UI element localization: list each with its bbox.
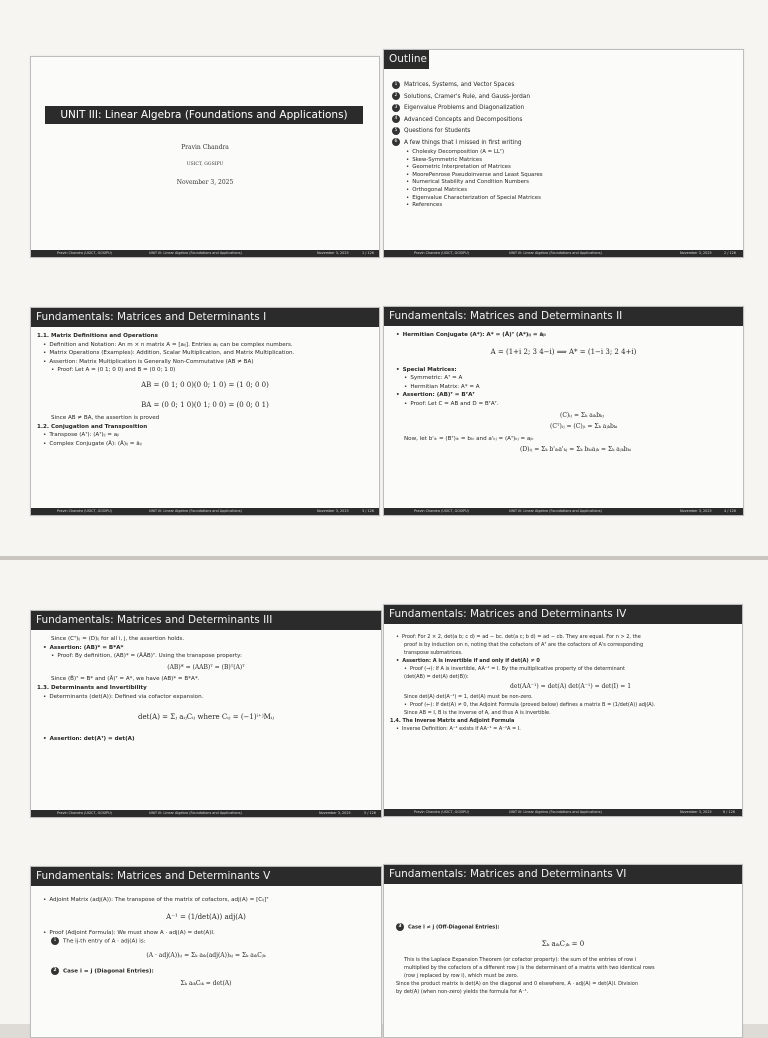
outline-subsection-item[interactable]: • References — [392, 202, 737, 210]
footer-date: November 3, 2025 — [680, 251, 712, 255]
outline-list — [392, 80, 737, 248]
text-line: Now, let b'ᵢₖ = (Bᵀ)ᵢₖ = bₖᵢ and a'ₖⱼ = (Aᵀ)ₖⱼ = aⱼₖ — [404, 435, 534, 442]
equation: (Cᵀ)ᵢⱼ = (C)ⱼᵢ = Σₖ aⱼₖbₖᵢ — [550, 423, 618, 431]
footer-page: 6 / 126 — [723, 810, 735, 814]
footer-page: 1 / 126 — [362, 251, 374, 255]
bullet-line: • Inverse Definition: A⁻¹ exists if AA⁻¹ = A⁻¹A = I. — [390, 725, 736, 733]
outline-subsection-item[interactable]: • Skew-Symmetric Matrices — [392, 157, 737, 165]
slide-footer — [384, 508, 743, 515]
footer-page: 2 / 126 — [724, 251, 736, 255]
outline-section-item[interactable] — [392, 138, 737, 150]
author: Pravin Chandra — [181, 144, 229, 151]
bullet-line: • Determinants (det(A)): Defined via cofactor expansion. — [37, 693, 375, 702]
proof-line: • Proof: Let A = (0 1; 0 0) and B = (0 0; 1 0) — [37, 366, 373, 375]
slide-outline — [383, 49, 744, 258]
slide-heading: Outline — [384, 50, 429, 69]
section-number-icon: 6 — [392, 138, 400, 146]
slide-footer — [31, 250, 379, 257]
outline-section-item[interactable] — [392, 103, 737, 115]
footer-page: 5 / 126 — [364, 811, 376, 815]
proof-line: • Proof: Let C = AB and D = BᵀAᵀ. — [390, 400, 737, 409]
slide-body — [37, 891, 375, 1037]
slide-5 — [30, 610, 382, 818]
text-line: Since (Cᵀ)ᵢⱼ = (D)ᵢⱼ for all i, j, the assertion holds. — [51, 636, 185, 642]
text-line: Since det(A) det(A⁻¹) = 1, det(A) must be non-zero. — [404, 694, 533, 700]
outline-section-label: Advanced Concepts and Decompositions — [404, 116, 523, 123]
bullet-line: • Assertion: A is invertible if and only if det(A) ≠ 0 — [390, 657, 736, 665]
section-number-icon: 5 — [392, 127, 400, 135]
text-line: (row j replaced by row i), which must be zero. — [404, 972, 519, 979]
proof-line: • Proof (⇐): If det(A) ≠ 0, the Adjoint Formula (proved below) defines a matrix B = (1/det(A)) adj(A). — [390, 701, 736, 709]
text-line: Since the product matrix is det(A) on the diagonal and 0 elsewhere, A · adj(A) = det(A)I. Division — [396, 980, 638, 987]
outline-subsection-item[interactable]: • Geometric Interpretation of Matrices — [392, 164, 737, 172]
proof-line: • Proof: For 2 × 2, det(a b; c d) = ad − bc. det(a c; b d) = ad − cb. They are equal. For n > 2, the — [390, 633, 736, 641]
section-heading: 1.2. Conjugation and Transposition — [37, 423, 148, 430]
bullet-line: • Transpose (Aᵀ): (Aᵀ)ᵢⱼ = aⱼᵢ — [37, 431, 373, 440]
bullet-line: • Matrix Operations (Examples): Addition, Scalar Multiplication, and Matrix Multiplication. — [37, 349, 373, 358]
slide-heading: Fundamentals: Matrices and Determinants III — [31, 611, 381, 630]
text-line: by det(A) (when non-zero) yields the formula for A⁻¹. — [396, 988, 529, 995]
outline-section-label: Eigenvalue Problems and Diagonalization — [404, 105, 525, 111]
outline-section-label: A few things that I missed in first writing — [404, 139, 522, 146]
bullet-line: • Hermitian Matrix: A* = A — [390, 383, 737, 392]
text-line: proof is by induction on n, noting that the cofactors of Aᵀ are the cofactors of A's corresponding — [404, 642, 644, 648]
outline-section-item[interactable] — [392, 80, 737, 92]
slide-body — [37, 332, 373, 506]
outline-section-item[interactable] — [392, 92, 737, 104]
outline-section-item[interactable] — [392, 115, 737, 127]
slide-heading: Fundamentals: Matrices and Determinants V — [31, 867, 381, 886]
section-heading: 1.4. The Inverse Matrix and Adjoint Formula — [390, 718, 515, 724]
text-line — [37, 937, 375, 946]
bullet-line: • Assertion: (AB)* = B*A* — [37, 644, 375, 653]
section-heading: 1.1. Matrix Definitions and Operations — [37, 333, 158, 339]
equation: Σₖ aᵢₖCⱼₖ = 0 — [541, 939, 585, 948]
equation: A⁻¹ = (1/det(A)) adj(A) — [166, 912, 246, 921]
section-number-icon: 2 — [392, 92, 400, 100]
section-number-icon: 3 — [392, 104, 400, 112]
footer-author: Pravin Chandra (USICT, GGSIPU) — [57, 251, 112, 255]
text-line: Since AB ≠ BA, the assertion is proved — [51, 414, 160, 421]
item-number-icon: 3 — [396, 923, 404, 931]
footer-date: November 3, 2025 — [317, 509, 349, 513]
bullet-line: • Symmetric: Aᵀ = A — [390, 374, 737, 383]
outline-subsection-item[interactable]: • MoorePenrose Pseudoinverse and Least Squares — [392, 172, 737, 180]
proof-line: • Proof (⇒): If A is invertible, AA⁻¹ = I. By the multiplicative property of the determinant — [390, 665, 736, 673]
slide-8 — [383, 864, 743, 1038]
footer-date: November 3, 2025 — [319, 811, 351, 815]
slide-heading: Fundamentals: Matrices and Determinants II — [384, 307, 743, 326]
footer-author: Pravin Chandra (USICT, GGSIPU) — [57, 811, 112, 815]
outline-subsection-item[interactable]: • Eigenvalue Characterization of Special Matrices — [392, 195, 737, 203]
text-line: This is the Laplace Expansion Theorem (or cofactor property): the sum of the entries of row i — [404, 956, 637, 963]
text-line: The ij-th entry of A · adj(A) is: — [63, 938, 146, 945]
footer-author: Pravin Chandra (USICT, GGSIPU) — [414, 509, 469, 513]
bullet-line: • Special Matrices: — [390, 366, 737, 375]
outline-subsection-item[interactable]: • Numerical Stability and Condition Numbers — [392, 179, 737, 187]
outline-section-label: Solutions, Cramer's Rule, and Gauss-Jordan — [404, 93, 531, 100]
equation: det(A) = Σⱼ aᵢⱼCᵢⱼ where Cᵢⱼ = (−1)ⁱ⁺ʲMᵢⱼ — [137, 713, 274, 722]
footer-author: Pravin Chandra (USICT, GGSIPU) — [414, 251, 469, 255]
footer-course: UNIT III: Linear Algebra (Foundations and Applications) — [149, 251, 242, 255]
text-line: Case i = j (Diagonal Entries): — [63, 968, 154, 975]
bullet-line: • Proof (Adjoint Formula): We must show A · adj(A) = det(A)I. — [37, 929, 375, 938]
slide-footer — [31, 810, 381, 817]
equation: AB = (0 1; 0 0)(0 0; 1 0) = (1 0; 0 0) — [141, 380, 269, 389]
text-line: Since AB = I, B is the inverse of A, and thus A is invertible. — [404, 710, 551, 716]
unit-title: UNIT III: Linear Algebra (Foundations and Applications) — [45, 106, 363, 124]
outline-subsection-item[interactable]: • Cholesky Decomposition (A = LLᵀ) — [392, 149, 737, 157]
equation: (AB)* = (ĀĀB̄)ᵀ = (B̄)ᵀ(Ā)ᵀ — [167, 663, 245, 671]
bullet-line: • Assertion: det(Aᵀ) = det(A) — [37, 735, 375, 744]
bullet-line: • Definition and Notation: An m × n matrix A = [aᵢⱼ]. Entries aᵢⱼ can be complex numbers. — [37, 341, 373, 350]
equation: BA = (0 0; 1 0)(0 1; 0 0) = (0 0; 0 1) — [141, 400, 269, 409]
footer-course: UNIT III: Linear Algebra (Foundations and Applications) — [509, 810, 602, 814]
proof-line: • Proof: By definition, (AB)* = (ĀĀB)ᵀ. Using the transpose property: — [37, 652, 375, 661]
slide-body — [390, 889, 736, 1037]
footer-course: UNIT III: Linear Algebra (Foundations and Applications) — [509, 251, 602, 255]
slide-heading: Fundamentals: Matrices and Determinants VI — [384, 865, 742, 884]
equation: Σₖ aᵢₖCᵢₖ = det(A) — [180, 979, 232, 987]
institute: USICT, GGSIPU — [186, 162, 224, 167]
item-number-icon: 1 — [51, 937, 59, 945]
slide-body — [390, 629, 736, 807]
bullet-line: • Assertion: (AB)ᵀ = BᵀAᵀ — [390, 391, 737, 400]
slide-3 — [30, 307, 380, 516]
footer-page: 4 / 126 — [724, 509, 736, 513]
text-line: multiplied by the cofactors of a different row j is the determinant of a matrix with two identical rows — [404, 964, 655, 971]
footer-date: November 3, 2025 — [317, 251, 349, 255]
item-number-icon: 2 — [51, 967, 59, 975]
footer-course: UNIT III: Linear Algebra (Foundations and Applications) — [149, 509, 242, 513]
equation: (A · adj(A))ᵢⱼ = Σₖ aᵢₖ(adj(A))ₖⱼ = Σₖ aᵢₖCⱼₖ — [146, 952, 266, 960]
slide-heading: Fundamentals: Matrices and Determinants I — [31, 308, 379, 327]
slide-7 — [30, 866, 382, 1038]
bullet-line: • Adjoint Matrix (adj(A)): The transpose of the matrix of cofactors, adj(A) = [Cᵢⱼ]ᵀ — [37, 896, 375, 905]
slide-footer — [384, 809, 742, 816]
outline-section-label: Matrices, Systems, and Vector Spaces — [404, 82, 515, 88]
section-number-icon: 4 — [392, 115, 400, 123]
footer-date: November 3, 2025 — [680, 509, 712, 513]
text-line: Case i ≠ j (Off-Diagonal Entries): — [408, 924, 500, 931]
footer-author: Pravin Chandra (USICT, GGSIPU) — [414, 810, 469, 814]
slide-title — [30, 56, 380, 258]
slide-body — [390, 331, 737, 506]
text-line — [37, 967, 375, 976]
section-number-icon: 1 — [392, 81, 400, 89]
slide-footer — [384, 250, 743, 257]
footer-date: November 3, 2025 — [680, 810, 712, 814]
bullet-line: • Assertion: Matrix Multiplication is Generally Non-Commutative (AB ≠ BA) — [37, 358, 373, 367]
text-line: (det(AB) = det(A) det(B)): — [404, 674, 469, 680]
section-heading: 1.3. Determinants and Invertibility — [37, 684, 147, 691]
bullet-line: • Complex Conjugate (Ā): (Ā)ᵢⱼ = āᵢⱼ — [37, 440, 373, 449]
text-line: transpose submatrices. — [404, 650, 463, 656]
slide-footer — [31, 508, 379, 515]
equation: A = (1+i 2; 3 4−i) ⟹ A* = (1−i 3; 2 4+i) — [490, 347, 637, 356]
footer-page: 3 / 126 — [362, 509, 374, 513]
outline-section-item[interactable] — [392, 126, 737, 138]
outline-subsection-item[interactable]: • Orthogonal Matrices — [392, 187, 737, 195]
text-line — [390, 923, 736, 932]
bullet-line: • Hermitian Conjugate (A*): A* = (Ā)ᵀ (A*)ᵢⱼ = āⱼᵢ — [390, 331, 737, 340]
equation: (D)ᵢⱼ = Σₖ b'ᵢₖa'ₖⱼ = Σₖ bₖᵢaⱼₖ = Σₖ aⱼₖbₖᵢ — [520, 446, 631, 454]
slide-6 — [383, 604, 743, 817]
outline-section-label: Questions for Students — [404, 128, 471, 134]
slide-body — [37, 635, 375, 808]
date: November 3, 2025 — [176, 179, 234, 186]
footer-author: Pravin Chandra (USICT, GGSIPU) — [57, 509, 112, 513]
slide-heading: Fundamentals: Matrices and Determinants IV — [384, 605, 742, 624]
footer-course: UNIT III: Linear Algebra (Foundations and Applications) — [149, 811, 242, 815]
footer-course: UNIT III: Linear Algebra (Foundations and Applications) — [509, 509, 602, 513]
equation: (C)ᵢⱼ = Σₖ aᵢₖbₖⱼ — [560, 411, 604, 419]
equation: det(AA⁻¹) = det(A) det(A⁻¹) = det(I) = 1 — [510, 683, 632, 690]
slide-4 — [383, 306, 744, 516]
text-line: Since (B̄)ᵀ = B* and (Ā)ᵀ = A*, we have (AB)* = B*A*. — [51, 676, 200, 683]
